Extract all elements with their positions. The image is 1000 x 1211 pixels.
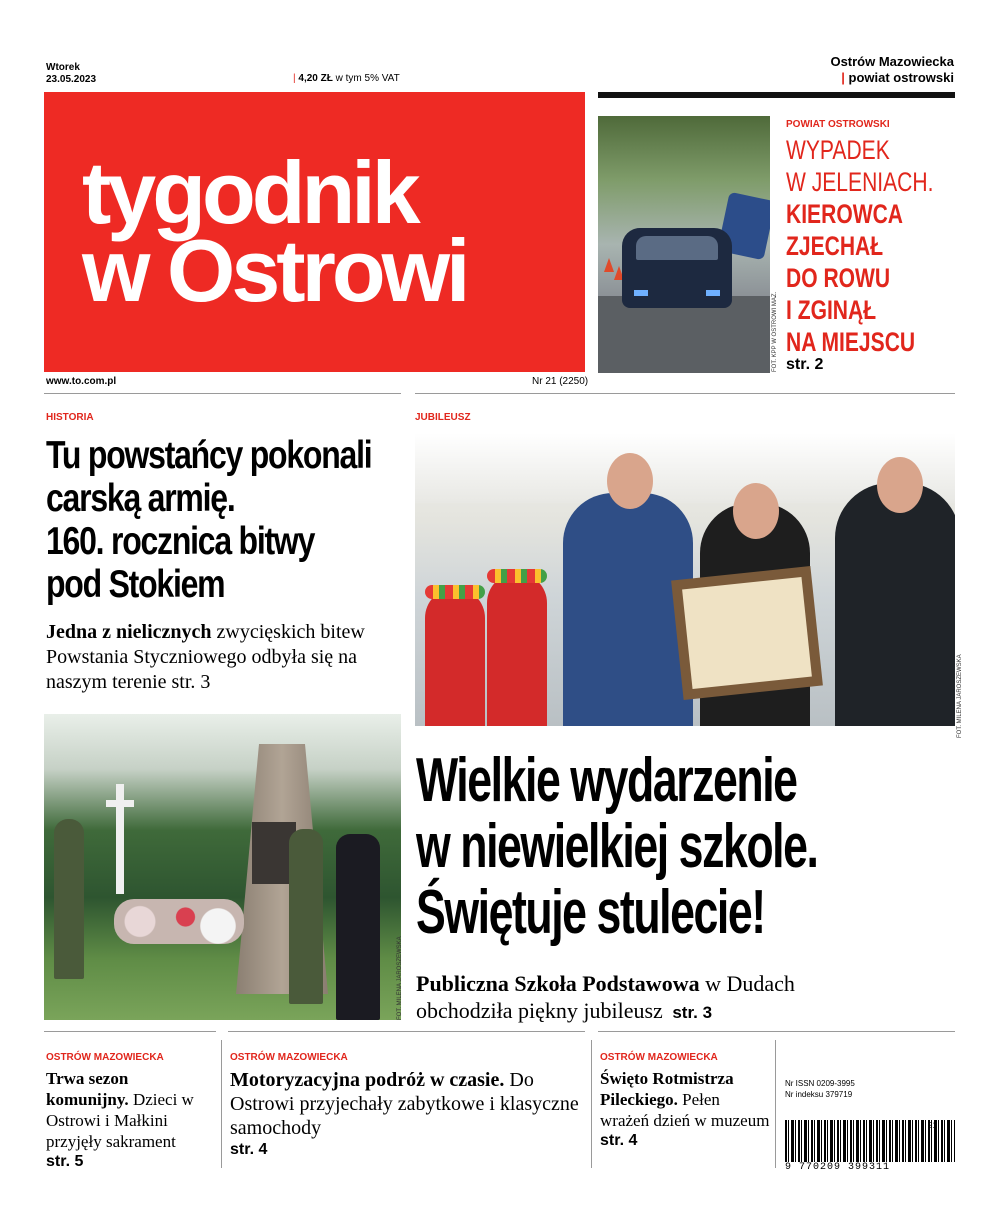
- jubilee-photo[interactable]: [415, 433, 955, 726]
- jubilee-lead-bold: Publiczna Szkoła Podstawowa: [416, 971, 700, 996]
- headline-line: Wielkie wydarzenie: [416, 746, 797, 815]
- bottom-kicker: OSTRÓW MAZOWIECKA: [46, 1052, 164, 1063]
- police-car: [622, 228, 732, 308]
- top-divider-bar: [598, 92, 955, 98]
- car-show-story[interactable]: [230, 1068, 585, 1160]
- accident-photo-credit: FOT. KPP W OSTROWI MAZ.: [772, 291, 778, 372]
- accident-kicker: POWIAT OSTROWSKI: [786, 119, 890, 130]
- monument-photo-credit: FOT. MILENA JAROSZEWSKA: [397, 936, 403, 1020]
- masthead-logo: [82, 143, 467, 320]
- issue-date: [46, 62, 96, 86]
- masthead-line-1: tygodnik: [82, 143, 417, 242]
- story-text: Do Ostrowi przyjechały zabytkowe i klasyczne samochody: [230, 1069, 579, 1139]
- history-lead-bold: Jedna z nielicznych: [46, 621, 212, 643]
- soldier: [54, 819, 84, 979]
- headline-line: ZJECHAŁ: [786, 231, 884, 261]
- barcode-issue: 21: [928, 1121, 937, 1130]
- accident-headline-light[interactable]: [786, 134, 934, 198]
- jubilee-lead-text: w Dudach obchodziła piękny jubileusz: [416, 971, 795, 1023]
- section-divider: [228, 1031, 585, 1032]
- man-in-suit: [835, 483, 955, 726]
- region-line-1: Ostrów Mazowiecka: [830, 54, 954, 69]
- girl-in-costume: [487, 573, 547, 726]
- headline-line: Świętuje stulecie!: [416, 878, 765, 947]
- story-page-ref[interactable]: str. 5: [46, 1153, 84, 1170]
- soldier: [289, 829, 323, 1004]
- column-divider: [591, 1040, 592, 1168]
- index-number: Nr indeksu 379719: [785, 1090, 853, 1099]
- story-text: Dzieci w Ostrowi i Małkini przyjęły sakrament: [46, 1090, 194, 1151]
- story-bold: Święto Rotmistrza Pileckiego.: [600, 1069, 734, 1109]
- jubilee-page-ref[interactable]: str. 3: [672, 1003, 713, 1022]
- headline-line: Tu powstańcy pokonali: [46, 434, 372, 477]
- history-headline[interactable]: [46, 434, 390, 606]
- story-text: Pełen wrażeń dzień w muzeum: [600, 1090, 770, 1130]
- jubilee-lead: [416, 970, 876, 1024]
- firefighter: [336, 834, 380, 1020]
- headline-line: 160. rocznica bitwy: [46, 520, 315, 563]
- story-page-ref[interactable]: str. 4: [600, 1132, 638, 1149]
- barcode-number: 9 770209 399311: [785, 1162, 891, 1173]
- region-line-2: powiat ostrowski: [848, 70, 954, 85]
- section-divider: [415, 393, 955, 394]
- section-divider: [598, 1031, 955, 1032]
- jubilee-kicker: JUBILEUSZ: [415, 412, 471, 423]
- pilecki-story[interactable]: [600, 1068, 770, 1151]
- section-divider: [44, 1031, 216, 1032]
- headline-line: KIEROWCA: [786, 199, 903, 229]
- price: | 4,20 ZŁ w tym 5% VAT: [293, 73, 400, 84]
- headline-line: NA MIEJSCU: [786, 327, 916, 357]
- history-kicker: HISTORIA: [46, 412, 94, 423]
- region-label: Ostrów Mazowiecka | powiat ostrowski: [830, 54, 954, 85]
- headline-line: DO ROWU: [786, 263, 891, 293]
- bottom-kicker: OSTRÓW MAZOWIECKA: [600, 1052, 718, 1063]
- masthead-line-2: w Ostrowi: [82, 221, 467, 320]
- diploma: [671, 566, 823, 700]
- issn: Nr ISSN 0209-3995: [785, 1079, 855, 1088]
- flowers: [114, 899, 244, 944]
- story-page-ref[interactable]: str. 4: [230, 1141, 268, 1158]
- headline-line: WYPADEK: [786, 135, 890, 165]
- accident-photo[interactable]: [598, 116, 770, 373]
- column-divider: [221, 1040, 222, 1168]
- column-divider: [775, 1040, 776, 1168]
- price-note: w tym 5% VAT: [335, 73, 400, 84]
- bottom-kicker: OSTRÓW MAZOWIECKA: [230, 1052, 348, 1063]
- accident-page-ref[interactable]: str. 2: [786, 356, 824, 373]
- headline-line: carską armię.: [46, 477, 235, 520]
- issue-date-value: 23.05.2023: [46, 74, 97, 85]
- website-url[interactable]: www.to.com.pl: [46, 376, 117, 387]
- issue-day: Wtorek: [46, 62, 80, 73]
- masthead[interactable]: [44, 92, 585, 372]
- headline-line: W JELENIACH.: [786, 167, 934, 197]
- section-divider: [44, 393, 401, 394]
- communion-story[interactable]: [46, 1068, 206, 1172]
- headline-line: w niewielkiej szkole.: [416, 812, 818, 881]
- headline-line: I ZGINĄŁ: [786, 295, 877, 325]
- issue-number: Nr 21 (2250): [532, 376, 589, 387]
- jubilee-photo-credit: FOT. MILENA JAROSZEWSKA: [957, 654, 963, 738]
- headline-line: pod Stokiem: [46, 563, 225, 606]
- monument-photo[interactable]: [44, 714, 401, 1020]
- history-lead: [46, 620, 396, 695]
- girl-in-costume: [425, 588, 485, 726]
- story-bold: Motoryzacyjna podróż w czasie.: [230, 1069, 505, 1091]
- price-value: 4,20 ZŁ: [298, 73, 333, 84]
- history-lead-text: zwycięskich bitew Powstania Styczniowego odbyła się na naszym terenie str. 3: [46, 621, 365, 693]
- publication-info: [785, 1078, 855, 1100]
- traffic-cone: [604, 258, 614, 272]
- accident-headline-bold[interactable]: [786, 198, 915, 358]
- story-bold: Trwa sezon komunijny.: [46, 1069, 129, 1109]
- jubilee-headline[interactable]: [416, 748, 817, 946]
